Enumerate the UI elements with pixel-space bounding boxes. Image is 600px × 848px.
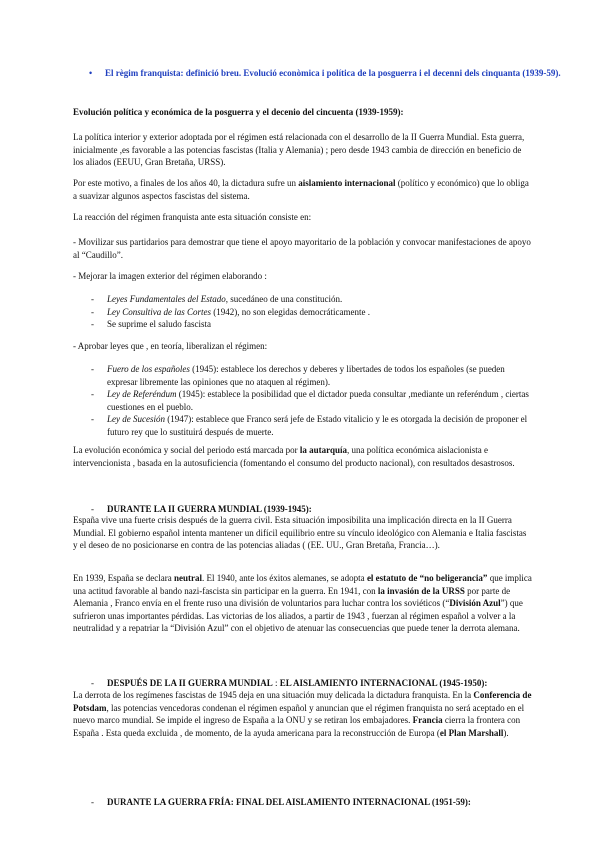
law-desc: (1945): establece la posibilidad que el dictador pueda consultar ,mediante un referéndum , ciertas cuestiones en el pueblo. xyxy=(107,389,529,412)
list-item xyxy=(73,388,533,413)
colon: : xyxy=(484,678,488,688)
text: ). xyxy=(503,727,509,738)
dash-marker: - xyxy=(91,306,94,317)
dash-marker: - xyxy=(91,796,94,807)
list-item xyxy=(73,306,533,319)
section-heading-text: EL AISLAMIENTO INTERNACIONAL (1945-1950) xyxy=(279,678,485,688)
section-heading-text: DURANTE LA II GUERRA MUNDIAL (1939-1945) xyxy=(107,503,309,514)
document-page xyxy=(73,0,561,807)
dash-marker: - xyxy=(91,389,94,399)
paragraph-reaction: La reacción del régimen franquista ante esta situación consiste en: xyxy=(73,212,312,222)
list-item xyxy=(73,363,533,388)
paragraph-laws: - Aprobar leyes que , en teoría, liberalizan el régimen: xyxy=(73,341,268,351)
law-desc: Se suprime el saludo fascista xyxy=(107,319,211,329)
bold-text: Conferencia de Potsdam xyxy=(73,690,532,713)
bold-text: el estatuto de “no beligerancia” xyxy=(366,573,488,583)
section-heading-postwar xyxy=(73,677,567,690)
dash-marker: - xyxy=(91,319,94,329)
law-desc: (1945): establece los derechos y deberes y libertades de todos los españoles (se pueden expresar libremente las opiniones que no ataquen al régimen). xyxy=(107,364,505,387)
bold-text: División Azul xyxy=(449,598,501,608)
text: La evolución económica y social del periodo está marcada por xyxy=(73,445,300,455)
law-desc: , sucedáneo de una constitución. xyxy=(225,294,343,304)
section-title xyxy=(73,67,565,80)
subheading-text: Evolución política y económica de la posguerra y el decenio del cincuenta (1939-1959) xyxy=(73,107,401,117)
bold-text: neutral xyxy=(173,573,202,583)
section-heading-coldwar xyxy=(73,796,567,809)
section-heading-text: DURANTE LA GUERRA FRÍA: FINAL DEL AISLAMIENTO INTERNACIONAL (1951-59) xyxy=(107,796,468,807)
bold-text: la invasión de la URSS xyxy=(377,585,465,596)
text: En 1939, España se declara xyxy=(73,573,174,583)
list-item xyxy=(73,318,533,331)
title-text: El règim franquista: definició breu. Evolució econòmica i política de la posguerra i el decenni dels cinquanta (1939-59). xyxy=(105,68,561,78)
paragraph-mobilize: - Movilizar sus partidarios para demostrar que tiene el apoyo mayoritario de la población y convocar manifestaciones de apoyo al “Caudillo”. xyxy=(73,237,531,260)
list-item xyxy=(73,413,533,438)
separator: : xyxy=(272,678,280,688)
bold-text: aislamiento internacional xyxy=(298,178,396,188)
law-desc: (1942), no son elegidas democráticamente . xyxy=(211,306,370,317)
list-laws-liberalize xyxy=(73,363,533,438)
dash-marker: - xyxy=(91,503,94,514)
text: cierra la frontera con España . Esta queda excluida , de momento, de la ayuda americana para la reconstrucción de Europa ( xyxy=(73,715,521,738)
bullet-marker: • xyxy=(89,68,93,78)
text: ”) que sufrieron unas importantes pérdidas. Las victorias de los aliados, a partir de 1943 , fuerzan al régimen español a volver a la neutralidad y a repatriar la “División Azul” con el objetivo de atenuar las consecuencias que puede tener la derrota alemana. xyxy=(73,598,523,633)
law-desc: (1947): establece que Franco será jefe de Estado vitalicio y le es otorgada la decisión de proponer el futuro rey que lo sustituirá después de muerte. xyxy=(107,414,528,437)
law-name: Leyes Fundamentales del Estado xyxy=(107,294,226,304)
bold-text: la autarquía xyxy=(299,445,348,455)
law-name: Ley de Referéndum xyxy=(107,389,177,399)
dash-marker: - xyxy=(91,414,94,424)
text: , las potencias vencedoras condenan el régimen español y anuncian que el régimen franquista no será aceptado en el nuevo marco mundial. Se impide el ingreso de España a la ONU y se retiran los embajadores. xyxy=(73,702,525,725)
law-name: Fuero de los españoles xyxy=(107,364,190,374)
paragraph-potsdam xyxy=(73,689,533,739)
section-heading-ww2: - DURANTE LA II GUERRA MUNDIAL (1939-1945): xyxy=(91,503,312,514)
bold-text: el Plan Marshall xyxy=(439,727,504,738)
list-item xyxy=(73,293,533,306)
dash-marker: - xyxy=(91,678,94,688)
text: (político y económico) que lo obliga a suavizar algunos aspectos fascistas del sistema. xyxy=(73,178,529,201)
paragraph-crisis: España vive una fuerte crisis después de la guerra civil. Esta situación imposibilita una implicación directa en la II Guerra Mundial. El gobierno español intenta mantener un difícil equilibrio entre su vínculo ideológico con Alemania e Italia fascistas y el deseo de no posicionarse en contra de las potencias aliadas ( (EE. UU., Gran Bretaña, Francia…). xyxy=(73,515,527,550)
paragraph-autarky xyxy=(73,444,533,469)
bold-text: Francia xyxy=(412,715,443,725)
law-name: Ley de Sucesión xyxy=(107,414,165,424)
paragraph-isolation xyxy=(73,177,533,202)
text: que implica una actitud favorable al bando nazi-fascista sin participar en la guerra. En 1941, con xyxy=(73,573,532,596)
paragraph-neutrality xyxy=(73,572,533,635)
paragraph-image: - Mejorar la imagen exterior del régimen elaborando : xyxy=(73,271,267,281)
colon: : xyxy=(467,796,471,807)
subheading: Evolución política y económica de la posguerra y el decenio del cincuenta (1939-1959): xyxy=(73,107,404,117)
list-laws-image xyxy=(73,293,533,331)
law-name: Ley Consultiva de las Cortes xyxy=(107,306,211,317)
text: por parte de Alemania , Franco envía en el frente ruso una división de voluntarios para luchar contra los soviéticos (“ xyxy=(73,585,511,608)
text: La derrota de los regímenes fascistas de 1945 deja en una situación muy delicada la dictadura franquista. En la xyxy=(73,690,474,700)
paragraph-context: La política interior y exterior adoptada por el régimen está relacionada con el desarrollo de la II Guerra Mundial. Esta guerra, inicialmente ,es favorable a las potencias fascistas (Italia y Alemania) ; pero desde 1943 cambia de dirección en beneficio de los aliados (EEUU, Gran Bretaña, URSS). xyxy=(73,132,525,167)
text: . El 1940, ante los éxitos alemanes, se adopta xyxy=(201,573,367,583)
text: Por este motivo, a finales de los años 40, la dictadura sufre un xyxy=(73,178,299,188)
dash-marker: - xyxy=(91,294,94,304)
dash-marker: - xyxy=(91,364,94,374)
section-heading-text: DESPUÉS DE LA II GUERRA MUNDIAL xyxy=(107,678,273,688)
text: , una política económica aislacionista e intervencionista , basada en la autosuficiencia (fomentando el consumo del producto nacional), con resultados desastrosos. xyxy=(73,445,515,468)
